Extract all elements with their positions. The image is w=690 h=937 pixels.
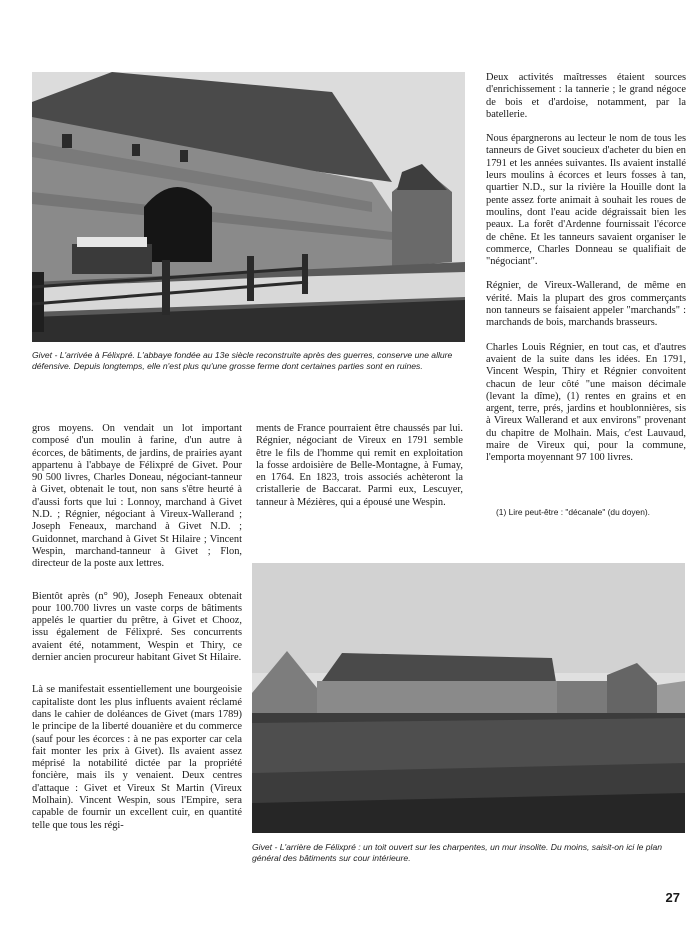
col3-paragraph-3: Régnier, de Vireux-Wallerand, de même en vérité. Mais la plupart des gros commerçants non tanneurs se faisaient appeler "marchands" : marchands de bois, marchands brasseurs. — [486, 280, 686, 329]
bottom-photo-caption: Givet - L'arrière de Félixpré : un toit ouvert sur les charpentes, un mur insolite. Du moins, saisit-on ici le plan général des bâtiments sur cour intérieure. — [252, 842, 663, 863]
abbey-gate-image — [32, 72, 465, 342]
col2-paragraph-1: ments de France pourraient être chaussés par lui. Régnier, négociant de Vireux en 1791 semble être le fils de l'homme qui remit en exploitation la fosse ardoisière de Belle-Montagne, à Fumay, en 1764. En 1823, trois associés achèteront la cristallerie de Baccarat. Parmi eux, Lescuyer, tanneur à Mézières, qui a épousé une Wespin. — [256, 423, 463, 508]
abbey-rear-photo — [252, 563, 685, 833]
top-photo-caption: Givet - L'arrivée à Félixpré. L'abbaye fondée au 13e siècle reconstruite après des guerres, conserve une allure défensive. Depuis longtemps, elle n'est plus qu'une grosse ferme dont certaines parties sont en ruines. — [32, 350, 453, 371]
abbey-rear-image — [252, 563, 685, 833]
column-right — [486, 72, 686, 465]
col1-paragraph-1: gros moyens. On vendait un lot important composé d'un moulin à farine, d'un autre à écorces, de bâtiments, de jardins, de prairies ayant appartenu à l'abbaye de Félixpré de Givet. Pour 90 500 livres, Charles Doneau, négociant-tanneur à Givet, obtenait le tout, non sans s'être heurté à d'aussi forts que lui : Lonnoy, marchand à Givet N.D. ; Régnier, négociant à Vireux-Wallerand ; Joseph Feneaux, marchand à Givet N.D. ; Guidonnet, marchand à Givet St Hilaire ; Vincent Wespin, marchand-tanneur à Givet ; Flon, directeur de la poste aux lettres. — [32, 423, 242, 570]
footnote: (1) Lire peut-être : "décanale" (du doyen). — [496, 507, 650, 517]
col3-paragraph-2: Nous épargnerons au lecteur le nom de tous les tanneurs de Givet soucieux d'acheter du bien en 1791 et les années suivantes. Ils avaient installé leurs moulins à écorces et leurs fosses à tan, quartier N.D., sur la rivière la Houille dont la pente assez forte animait à souhait les roues de moulins, dont l'eau acide dégraissait bien les peaux. La forêt d'Ardenne fournissait l'écorce de chêne. Et les tanneurs savaient organiser le commerce, Charles Donneau se qualifiait de "négociant". — [486, 133, 686, 268]
col1-paragraph-3: Là se manifestait essentiellement une bourgeoisie capitaliste dont les plus influents avaient réclamé dans le cahier de doléances de Givet (mars 1789) le principe de la liberté douanière et du commerce (sauf pour les écorces : à ne pas exporter car cela fait monter les prix à Givet). Ils avaient assez méprisé la notabilité dictée par la propriété foncière, mais ils y venaient. Deux centres d'attaque : Givet et Vireux St Martin (Vireux Molhain). Vincent Wespin, sous l'Empire, sera capable de fournir un excellent cuir, en quantité telle que tous les régi- — [32, 684, 242, 831]
col3-paragraph-4: Charles Louis Régnier, en tout cas, et d'autres avaient de la suite dans les idées. En 1791, Vincent Wespin, Thiry et Régnier convoitent chacun de leur côté "une maison décimale (levant la dîme), (1) rentes en grains et en argent, terre, prés, jardins et houblonnières, sis à Vireux Wallerand et aux environs" provenant du chapitre de Molhain. Mais, c'est Lauvaud, maire de Vireux qui, pour la commune, l'emporta moyennant 97 100 livres. — [486, 341, 686, 464]
abbey-gate-photo — [32, 72, 465, 342]
column-middle — [256, 423, 463, 509]
col1-paragraph-2: Bientôt après (n° 90), Joseph Feneaux obtenait pour 100.700 livres un vaste corps de bâtiments appelés le quartier du prêtre, à Givet et Chooz, issu également de Félixpré. Ses concurrents avaient été, notamment, Wespin et Thiry, ce dernier ancien procureur habitant Givet St Hilaire. — [32, 590, 242, 664]
page-number: 27 — [665, 890, 680, 905]
column-left — [32, 423, 242, 832]
col3-paragraph-1: Deux activités maîtresses étaient sources d'enrichissement : la tannerie ; le grand négoce de bois et d'ardoise, notamment, par la batellerie. — [486, 72, 686, 120]
